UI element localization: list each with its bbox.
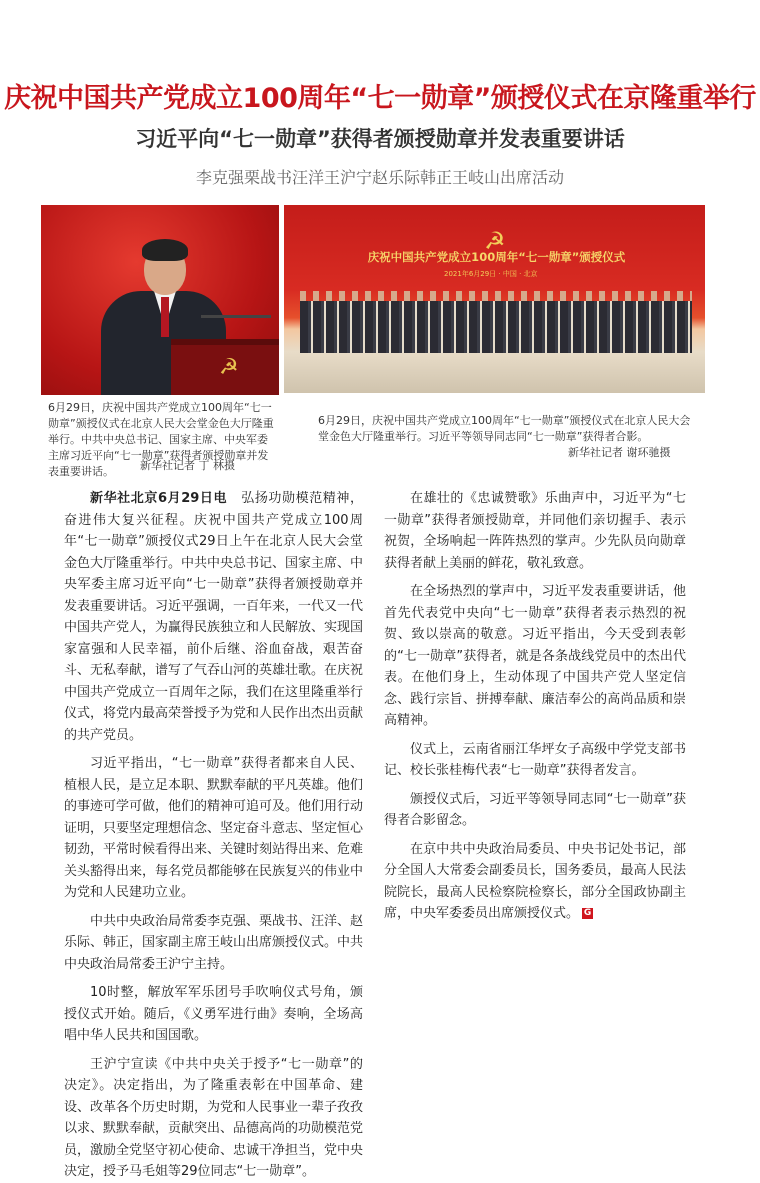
photo1-credit: 新华社记者 丁 林摄 — [140, 459, 235, 472]
party-emblem-icon: ☭ — [484, 227, 506, 255]
headline: 庆祝中国共产党成立100周年“七一勋章”颁授仪式在京隆重举行 — [4, 83, 756, 114]
end-mark-icon: G — [583, 908, 592, 918]
photo2-credit: 新华社记者 谢环驰摄 — [568, 446, 671, 459]
article-paragraph: 在雄壮的《忠诚赞歌》乐曲声中，习近平为“七一勋章”获得者颁授勋章，并同他们亲切握手、表示祝贺，全场响起一阵阵热烈的掌声。少先队员向勋章获得者献上美丽的鲜花，敬礼致意。 — [384, 491, 686, 571]
party-emblem-icon: ☭ — [219, 355, 239, 380]
photo1-caption: 6月29日，庆祝中国共产党成立100周年“七一勋章”颁授仪式在北京人民大会堂金色大厅隆重举行。中共中央总书记、国家主席、中央军委主席习近平向“七一勋章”获得者颁授勋章并发表重要讲话。 — [48, 401, 274, 478]
stage-banner-date: 2021年6月29日 · 中国 · 北京 — [444, 270, 538, 278]
article-paragraph — [64, 488, 363, 746]
subheadline: 习近平向“七一勋章”获得者颁授勋章并发表重要讲话 — [135, 127, 625, 151]
article-paragraph: 仪式上，云南省丽江华坪女子高级中学党支部书记、校长张桂梅代表“七一勋章”获得者发言。 — [384, 741, 686, 778]
article-paragraph: 颁授仪式后，习近平等领导同志同“七一勋章”获得者合影留念。 — [384, 791, 686, 828]
paragraph-text: 在京中共中央政治局委员、中央书记处书记，部分全国人大常委会副委员长，国务委员，最高人民法院院长，最高人民检察院检察长，部分全国政协副主席，中央军委委员出席颁授仪式。 — [384, 841, 686, 921]
photo-speech — [41, 205, 279, 395]
article-paragraph: 10时整，解放军军乐团号手吹响仪式号角，颁授仪式开始。随后，《义勇军进行曲》奏响，全场高唱中华人民共和国国歌。 — [64, 985, 363, 1043]
article-paragraph: 习近平指出，“七一勋章”获得者都来自人民、植根人民，是立足本职、默默奉献的平凡英雄。他们的事迹可学可做，他们的精神可追可及。他们用行动证明，只要坚定理想信念、坚定奋斗意志、坚定恒心韧劲，平常时候看得出来、关键时刻站得出来、危难关头豁得出来，每名党员都能够在民族复兴的伟业中为党和人民建功立业。 — [64, 756, 364, 900]
article-paragraph — [384, 839, 686, 925]
stage-banner: 庆祝中国共产党成立100周年“七一勋章”颁授仪式 — [367, 250, 626, 264]
attendees-line: 李克强栗战书汪洋王沪宁赵乐际韩正王岐山出席活动 — [195, 168, 564, 187]
article-paragraph: 王沪宁宣读《中共中央关于授予“七一勋章”的决定》。决定指出，为了隆重表彰在中国革命、建设、改革各个历史时期，为党和人民事业一辈子孜孜以求、默默奉献，贡献突出、品德高尚的功勋模范党员，激励全党坚守初心使命、忠诚干净担当，党中央决定，授予马毛姐等29位同志“七一勋章”。 — [64, 1056, 364, 1179]
group-people — [300, 301, 692, 353]
article-paragraph: 中共中央政治局常委李克强、栗战书、汪洋、赵乐际、韩正，国家副主席王岐山出席颁授仪式。中共中央政治局常委王沪宁主持。 — [64, 913, 364, 972]
microphones — [201, 315, 271, 342]
speaker-tie — [161, 297, 169, 337]
photo-group — [284, 205, 705, 393]
article-column-left — [64, 488, 363, 1183]
paragraph-text: 弘扬功勋模范精神，奋进伟大复兴征程。庆祝中国共产党成立100周年“七一勋章”颁授仪式29日上午在北京人民大会堂金色大厅隆重举行。中共中央总书记、国家主席、中央军委主席习近平向“七一勋章”获得者颁授勋章并发表重要讲话。习近平强调，一百年来，一代又一代中国共产党人，为赢得民族独立和人民解放、实现国家富强和人民幸福，前仆后继、浴血奋战，艰苦奋斗、无私奉献，谱写了气吞山河的英雄壮歌。在庆祝中国共产党成立一百周年之际，我们在这里隆重举行仪式，将党内最高荣誉授予为党和人民作出杰出贡献的共产党员。 — [64, 491, 364, 743]
speaker-hair — [142, 239, 188, 261]
dateline: 新华社北京6月29日电 — [90, 491, 228, 506]
photo2-caption: 6月29日，庆祝中国共产党成立100周年“七一勋章”颁授仪式在北京人民大会堂金色大厅隆重举行。习近平等领导同志同“七一勋章”获得者合影。 — [318, 414, 691, 443]
article-paragraph: 在全场热烈的掌声中，习近平发表重要讲话，他首先代表党中央向“七一勋章”获得者表示热烈的祝贺、致以崇高的敬意。习近平指出，今天受到表彰的“七一勋章”获得者，就是各条战线党员中的杰出代表。在他们身上，生动体现了中国共产党人坚定信念、践行宗旨、拼搏奉献、廉洁奉公的高尚品质和崇高精神。 — [384, 584, 686, 728]
article-column-right — [384, 488, 686, 925]
